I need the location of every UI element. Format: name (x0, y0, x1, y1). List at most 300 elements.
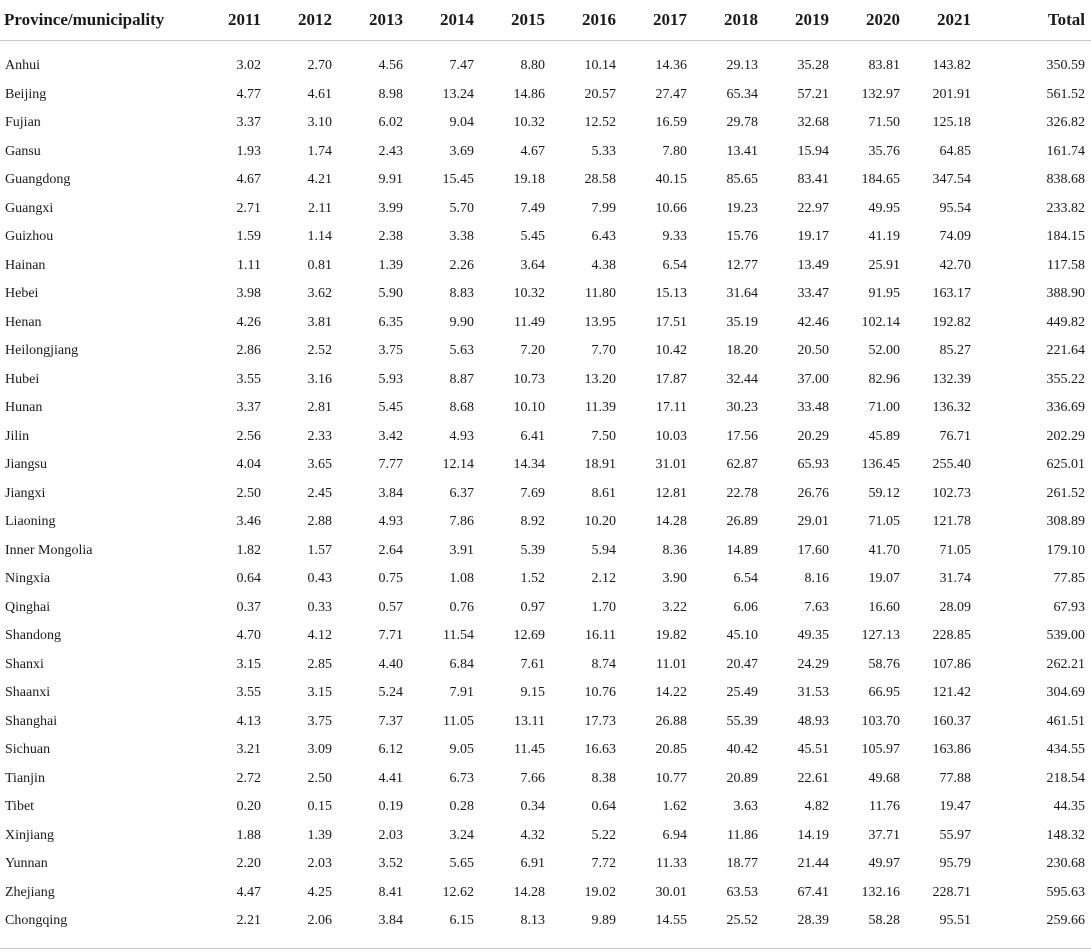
year-value-cell: 8.13 (520, 913, 545, 929)
year-value-cell: 102.73 (932, 485, 971, 501)
year-value-cell: 132.16 (861, 884, 900, 900)
year-value-cell: 7.86 (449, 514, 474, 530)
year-value-cell: 95.54 (939, 200, 971, 216)
year-value-cell: 4.47 (236, 884, 261, 900)
year-value-cell: 2.45 (307, 485, 332, 501)
year-value-cell: 17.60 (797, 542, 829, 558)
column-header-year: 2019 (768, 0, 839, 41)
year-value-cell: 29.78 (726, 115, 758, 131)
year-value-cell: 0.34 (520, 799, 545, 815)
total-value-cell: 449.82 (1046, 314, 1085, 330)
table-row (0, 280, 1091, 309)
year-value-cell: 49.97 (868, 856, 900, 872)
year-value-cell: 3.38 (449, 229, 474, 245)
year-value-cell: 3.69 (449, 143, 474, 159)
column-header-year: 2014 (413, 0, 484, 41)
year-value-cell: 3.16 (307, 371, 332, 387)
year-value-cell: 7.49 (520, 200, 545, 216)
bottom-rule-cell (0, 936, 1091, 949)
province-name-cell: Shanghai (5, 713, 58, 729)
province-name-cell: Liaoning (5, 514, 56, 530)
total-value-cell: 308.89 (1046, 514, 1085, 530)
year-value-cell: 24.29 (797, 656, 829, 672)
year-value-cell: 4.67 (236, 172, 261, 188)
year-value-cell: 3.64 (520, 257, 545, 273)
year-value-cell: 20.29 (797, 428, 829, 444)
year-value-cell: 7.71 (378, 628, 403, 644)
year-value-cell: 2.56 (236, 428, 261, 444)
year-value-cell: 17.11 (656, 400, 687, 416)
total-value-cell: 233.82 (1046, 200, 1085, 216)
year-value-cell: 19.07 (868, 571, 900, 587)
total-value-cell: 304.69 (1046, 685, 1085, 701)
year-value-cell: 1.39 (378, 257, 403, 273)
province-name-cell: Shaanxi (5, 685, 51, 701)
total-value-cell: 202.29 (1046, 428, 1085, 444)
year-value-cell: 7.61 (520, 656, 545, 672)
year-value-cell: 4.77 (236, 86, 261, 102)
year-value-cell: 2.03 (378, 827, 403, 843)
year-value-cell: 10.32 (513, 115, 545, 131)
year-value-cell: 7.50 (591, 428, 616, 444)
year-value-cell: 0.57 (378, 599, 403, 615)
table-row (0, 565, 1091, 594)
year-value-cell: 11.80 (585, 286, 616, 302)
province-name-cell: Inner Mongolia (5, 542, 93, 558)
year-value-cell: 20.85 (655, 742, 687, 758)
year-value-cell: 2.20 (236, 856, 261, 872)
year-value-cell: 1.59 (236, 229, 261, 245)
year-value-cell: 2.64 (378, 542, 403, 558)
year-value-cell: 1.82 (236, 542, 261, 558)
year-value-cell: 15.94 (797, 143, 829, 159)
province-name-cell: Gansu (5, 143, 41, 159)
year-value-cell: 121.78 (932, 514, 971, 530)
year-value-cell: 10.76 (584, 685, 616, 701)
table-row (0, 252, 1091, 281)
year-value-cell: 11.49 (514, 314, 545, 330)
year-value-cell: 22.78 (726, 485, 758, 501)
year-value-cell: 4.67 (520, 143, 545, 159)
year-value-cell: 31.53 (797, 685, 829, 701)
total-value-cell: 184.15 (1046, 229, 1085, 245)
year-value-cell: 0.28 (449, 799, 474, 815)
year-value-cell: 48.93 (797, 713, 829, 729)
province-name-cell: Heilongjiang (5, 343, 79, 359)
table-row (0, 793, 1091, 822)
year-value-cell: 17.87 (655, 371, 687, 387)
year-value-cell: 83.81 (868, 58, 900, 74)
total-value-cell: 625.01 (1046, 457, 1085, 473)
year-value-cell: 17.51 (655, 314, 687, 330)
year-value-cell: 13.11 (514, 713, 545, 729)
year-value-cell: 95.51 (939, 913, 971, 929)
year-value-cell: 2.11 (308, 200, 332, 216)
year-value-cell: 3.55 (236, 685, 261, 701)
year-value-cell: 11.01 (656, 656, 687, 672)
year-value-cell: 7.70 (591, 343, 616, 359)
total-value-cell: 67.93 (1053, 599, 1085, 615)
year-value-cell: 30.23 (726, 400, 758, 416)
year-value-cell: 26.89 (726, 514, 758, 530)
year-value-cell: 2.03 (307, 856, 332, 872)
year-value-cell: 7.37 (378, 713, 403, 729)
table-row (0, 736, 1091, 765)
year-value-cell: 52.00 (868, 343, 900, 359)
year-value-cell: 3.55 (236, 371, 261, 387)
year-value-cell: 4.26 (236, 314, 261, 330)
year-value-cell: 71.05 (868, 514, 900, 530)
year-value-cell: 184.65 (861, 172, 900, 188)
year-value-cell: 6.06 (733, 599, 758, 615)
year-value-cell: 42.46 (797, 314, 829, 330)
table-row (0, 537, 1091, 566)
year-value-cell: 136.32 (932, 400, 971, 416)
year-value-cell: 31.01 (655, 457, 687, 473)
year-value-cell: 0.64 (591, 799, 616, 815)
year-value-cell: 67.41 (797, 884, 829, 900)
province-name-cell: Guangdong (5, 172, 71, 188)
year-value-cell: 57.21 (797, 86, 829, 102)
year-value-cell: 9.05 (449, 742, 474, 758)
year-value-cell: 12.77 (726, 257, 758, 273)
column-header-total: Total (981, 0, 1091, 41)
year-value-cell: 228.85 (932, 628, 971, 644)
year-value-cell: 11.39 (585, 400, 616, 416)
year-value-cell: 20.50 (797, 343, 829, 359)
column-header-year: 2015 (484, 0, 555, 41)
year-value-cell: 8.41 (378, 884, 403, 900)
year-value-cell: 71.50 (868, 115, 900, 131)
year-value-cell: 7.99 (591, 200, 616, 216)
year-value-cell: 255.40 (932, 457, 971, 473)
year-value-cell: 3.75 (307, 713, 332, 729)
year-value-cell: 16.63 (584, 742, 616, 758)
year-value-cell: 0.19 (378, 799, 403, 815)
year-value-cell: 16.60 (868, 599, 900, 615)
year-value-cell: 1.70 (591, 599, 616, 615)
table-row (0, 309, 1091, 338)
year-value-cell: 55.97 (939, 827, 971, 843)
year-value-cell: 1.88 (236, 827, 261, 843)
year-value-cell: 6.84 (449, 656, 474, 672)
year-value-cell: 107.86 (932, 656, 971, 672)
year-value-cell: 6.12 (378, 742, 403, 758)
year-value-cell: 10.14 (584, 58, 616, 74)
year-value-cell: 5.65 (449, 856, 474, 872)
column-header-year: 2017 (626, 0, 697, 41)
year-value-cell: 20.89 (726, 770, 758, 786)
year-value-cell: 59.12 (868, 485, 900, 501)
year-value-cell: 10.20 (584, 514, 616, 530)
year-value-cell: 7.63 (804, 599, 829, 615)
year-value-cell: 40.42 (726, 742, 758, 758)
province-name-cell: Anhui (5, 58, 40, 74)
table-row (0, 195, 1091, 224)
year-value-cell: 13.24 (442, 86, 474, 102)
table-row (0, 423, 1091, 452)
province-name-cell: Tibet (5, 799, 35, 815)
year-value-cell: 12.62 (442, 884, 474, 900)
year-value-cell: 3.52 (378, 856, 403, 872)
year-value-cell: 132.39 (932, 371, 971, 387)
table-row (0, 822, 1091, 851)
total-value-cell: 350.59 (1046, 58, 1085, 74)
table-row (0, 394, 1091, 423)
total-value-cell: 326.82 (1046, 115, 1085, 131)
year-value-cell: 18.20 (726, 343, 758, 359)
year-value-cell: 9.90 (449, 314, 474, 330)
total-value-cell: 44.35 (1053, 799, 1085, 815)
year-value-cell: 76.71 (939, 428, 971, 444)
year-value-cell: 8.16 (804, 571, 829, 587)
year-value-cell: 13.20 (584, 371, 616, 387)
year-value-cell: 11.76 (869, 799, 900, 815)
year-value-cell: 11.45 (514, 742, 545, 758)
year-value-cell: 4.12 (307, 628, 332, 644)
year-value-cell: 9.33 (662, 229, 687, 245)
year-value-cell: 55.39 (726, 713, 758, 729)
year-value-cell: 2.72 (236, 770, 261, 786)
table-row (0, 850, 1091, 879)
year-value-cell: 26.88 (655, 713, 687, 729)
table-row (0, 166, 1091, 195)
year-value-cell: 15.76 (726, 229, 758, 245)
year-value-cell: 19.02 (584, 884, 616, 900)
year-value-cell: 16.11 (585, 628, 616, 644)
year-value-cell: 14.22 (655, 685, 687, 701)
year-value-cell: 9.91 (378, 172, 403, 188)
year-value-cell: 33.48 (797, 400, 829, 416)
year-value-cell: 31.74 (939, 571, 971, 587)
year-value-cell: 160.37 (932, 713, 971, 729)
year-value-cell: 8.83 (449, 286, 474, 302)
column-header-year: 2016 (555, 0, 626, 41)
year-value-cell: 1.74 (307, 143, 332, 159)
year-value-cell: 3.84 (378, 913, 403, 929)
total-value-cell: 77.85 (1053, 571, 1085, 587)
table-row (0, 622, 1091, 651)
year-value-cell: 6.54 (662, 257, 687, 273)
table-row (0, 765, 1091, 794)
year-value-cell: 1.93 (236, 143, 261, 159)
year-value-cell: 25.49 (726, 685, 758, 701)
table-row (0, 679, 1091, 708)
year-value-cell: 4.70 (236, 628, 261, 644)
year-value-cell: 8.80 (520, 58, 545, 74)
year-value-cell: 5.45 (378, 400, 403, 416)
table-row (0, 651, 1091, 680)
year-value-cell: 3.02 (236, 58, 261, 74)
year-value-cell: 19.18 (513, 172, 545, 188)
year-value-cell: 2.33 (307, 428, 332, 444)
year-value-cell: 10.42 (655, 343, 687, 359)
year-value-cell: 3.42 (378, 428, 403, 444)
total-value-cell: 838.68 (1046, 172, 1085, 188)
column-header-year: 2013 (342, 0, 413, 41)
province-name-cell: Sichuan (5, 742, 51, 758)
year-value-cell: 3.09 (307, 742, 332, 758)
total-value-cell: 221.64 (1046, 343, 1085, 359)
year-value-cell: 41.70 (868, 542, 900, 558)
year-value-cell: 41.19 (868, 229, 900, 245)
year-value-cell: 3.62 (307, 286, 332, 302)
year-value-cell: 0.20 (236, 799, 261, 815)
year-value-cell: 12.14 (442, 457, 474, 473)
province-name-cell: Jiangxi (5, 485, 46, 501)
total-value-cell: 218.54 (1046, 770, 1085, 786)
total-value-cell: 230.68 (1046, 856, 1085, 872)
year-value-cell: 0.43 (307, 571, 332, 587)
year-value-cell: 2.06 (307, 913, 332, 929)
total-value-cell: 259.66 (1046, 913, 1085, 929)
year-value-cell: 95.79 (939, 856, 971, 872)
table-row (0, 52, 1091, 81)
year-value-cell: 3.81 (307, 314, 332, 330)
province-name-cell: Hebei (5, 286, 39, 302)
total-value-cell: 117.58 (1047, 257, 1085, 273)
year-value-cell: 7.47 (449, 58, 474, 74)
year-value-cell: 33.47 (797, 286, 829, 302)
year-value-cell: 16.59 (655, 115, 687, 131)
year-value-cell: 3.84 (378, 485, 403, 501)
year-value-cell: 14.89 (726, 542, 758, 558)
year-value-cell: 35.28 (797, 58, 829, 74)
year-value-cell: 0.33 (307, 599, 332, 615)
province-name-cell: Jilin (5, 428, 30, 444)
year-value-cell: 14.28 (655, 514, 687, 530)
province-name-cell: Chongqing (5, 913, 68, 929)
total-value-cell: 595.63 (1046, 884, 1085, 900)
year-value-cell: 6.02 (378, 115, 403, 131)
year-value-cell: 2.52 (307, 343, 332, 359)
year-value-cell: 7.77 (378, 457, 403, 473)
year-value-cell: 32.68 (797, 115, 829, 131)
year-value-cell: 1.57 (307, 542, 332, 558)
year-value-cell: 3.15 (236, 656, 261, 672)
year-value-cell: 143.82 (932, 58, 971, 74)
year-value-cell: 11.33 (656, 856, 687, 872)
year-value-cell: 1.52 (520, 571, 545, 587)
year-value-cell: 62.87 (726, 457, 758, 473)
year-value-cell: 10.66 (655, 200, 687, 216)
year-value-cell: 17.56 (726, 428, 758, 444)
year-value-cell: 201.91 (932, 86, 971, 102)
table-bottom-rule (0, 936, 1091, 949)
year-value-cell: 2.12 (591, 571, 616, 587)
year-value-cell: 7.66 (520, 770, 545, 786)
year-value-cell: 3.46 (236, 514, 261, 530)
table-row (0, 366, 1091, 395)
year-value-cell: 0.37 (236, 599, 261, 615)
year-value-cell: 3.63 (733, 799, 758, 815)
year-value-cell: 11.05 (443, 713, 474, 729)
year-value-cell: 10.77 (655, 770, 687, 786)
year-value-cell: 45.89 (868, 428, 900, 444)
total-value-cell: 161.74 (1046, 143, 1085, 159)
column-header-province: Province/municipality (0, 0, 200, 41)
year-value-cell: 40.15 (655, 172, 687, 188)
year-value-cell: 0.75 (378, 571, 403, 587)
year-value-cell: 66.95 (868, 685, 900, 701)
total-value-cell: 355.22 (1046, 371, 1085, 387)
year-value-cell: 6.73 (449, 770, 474, 786)
year-value-cell: 82.96 (868, 371, 900, 387)
year-value-cell: 10.10 (513, 400, 545, 416)
year-value-cell: 13.95 (584, 314, 616, 330)
table-row (0, 337, 1091, 366)
year-value-cell: 8.74 (591, 656, 616, 672)
year-value-cell: 4.61 (307, 86, 332, 102)
year-value-cell: 11.54 (443, 628, 474, 644)
table-row (0, 594, 1091, 623)
year-value-cell: 2.86 (236, 343, 261, 359)
year-value-cell: 19.82 (655, 628, 687, 644)
header-row (0, 0, 1091, 41)
year-value-cell: 14.34 (513, 457, 545, 473)
year-value-cell: 14.36 (655, 58, 687, 74)
year-value-cell: 228.71 (932, 884, 971, 900)
total-value-cell: 561.52 (1046, 86, 1085, 102)
column-header-year: 2018 (697, 0, 768, 41)
year-value-cell: 32.44 (726, 371, 758, 387)
year-value-cell: 192.82 (932, 314, 971, 330)
total-value-cell: 148.32 (1046, 827, 1085, 843)
column-header-year: 2021 (910, 0, 981, 41)
year-value-cell: 11.86 (727, 827, 758, 843)
province-name-cell: Shanxi (5, 656, 44, 672)
year-value-cell: 103.70 (861, 713, 900, 729)
year-value-cell: 12.69 (513, 628, 545, 644)
year-value-cell: 22.97 (797, 200, 829, 216)
province-name-cell: Fujian (5, 115, 41, 131)
year-value-cell: 0.64 (236, 571, 261, 587)
year-value-cell: 85.65 (726, 172, 758, 188)
year-value-cell: 20.57 (584, 86, 616, 102)
province-name-cell: Guizhou (5, 229, 54, 245)
year-value-cell: 3.98 (236, 286, 261, 302)
year-value-cell: 4.38 (591, 257, 616, 273)
year-value-cell: 71.00 (868, 400, 900, 416)
table-row (0, 138, 1091, 167)
year-value-cell: 13.49 (797, 257, 829, 273)
year-value-cell: 163.17 (932, 286, 971, 302)
year-value-cell: 8.61 (591, 485, 616, 501)
province-name-cell: Ningxia (5, 571, 51, 587)
year-value-cell: 3.21 (236, 742, 261, 758)
spacer-cell (0, 41, 1091, 53)
year-value-cell: 6.35 (378, 314, 403, 330)
table-row (0, 879, 1091, 908)
year-value-cell: 347.54 (932, 172, 971, 188)
year-value-cell: 7.80 (662, 143, 687, 159)
year-value-cell: 0.81 (307, 257, 332, 273)
year-value-cell: 8.68 (449, 400, 474, 416)
year-value-cell: 25.52 (726, 913, 758, 929)
year-value-cell: 2.50 (307, 770, 332, 786)
year-value-cell: 28.39 (797, 913, 829, 929)
table-row (0, 109, 1091, 138)
year-value-cell: 35.76 (868, 143, 900, 159)
year-value-cell: 3.99 (378, 200, 403, 216)
year-value-cell: 31.64 (726, 286, 758, 302)
year-value-cell: 26.76 (797, 485, 829, 501)
table-row (0, 81, 1091, 110)
year-value-cell: 3.37 (236, 115, 261, 131)
year-value-cell: 10.03 (655, 428, 687, 444)
year-value-cell: 2.43 (378, 143, 403, 159)
column-header-year: 2011 (200, 0, 271, 41)
